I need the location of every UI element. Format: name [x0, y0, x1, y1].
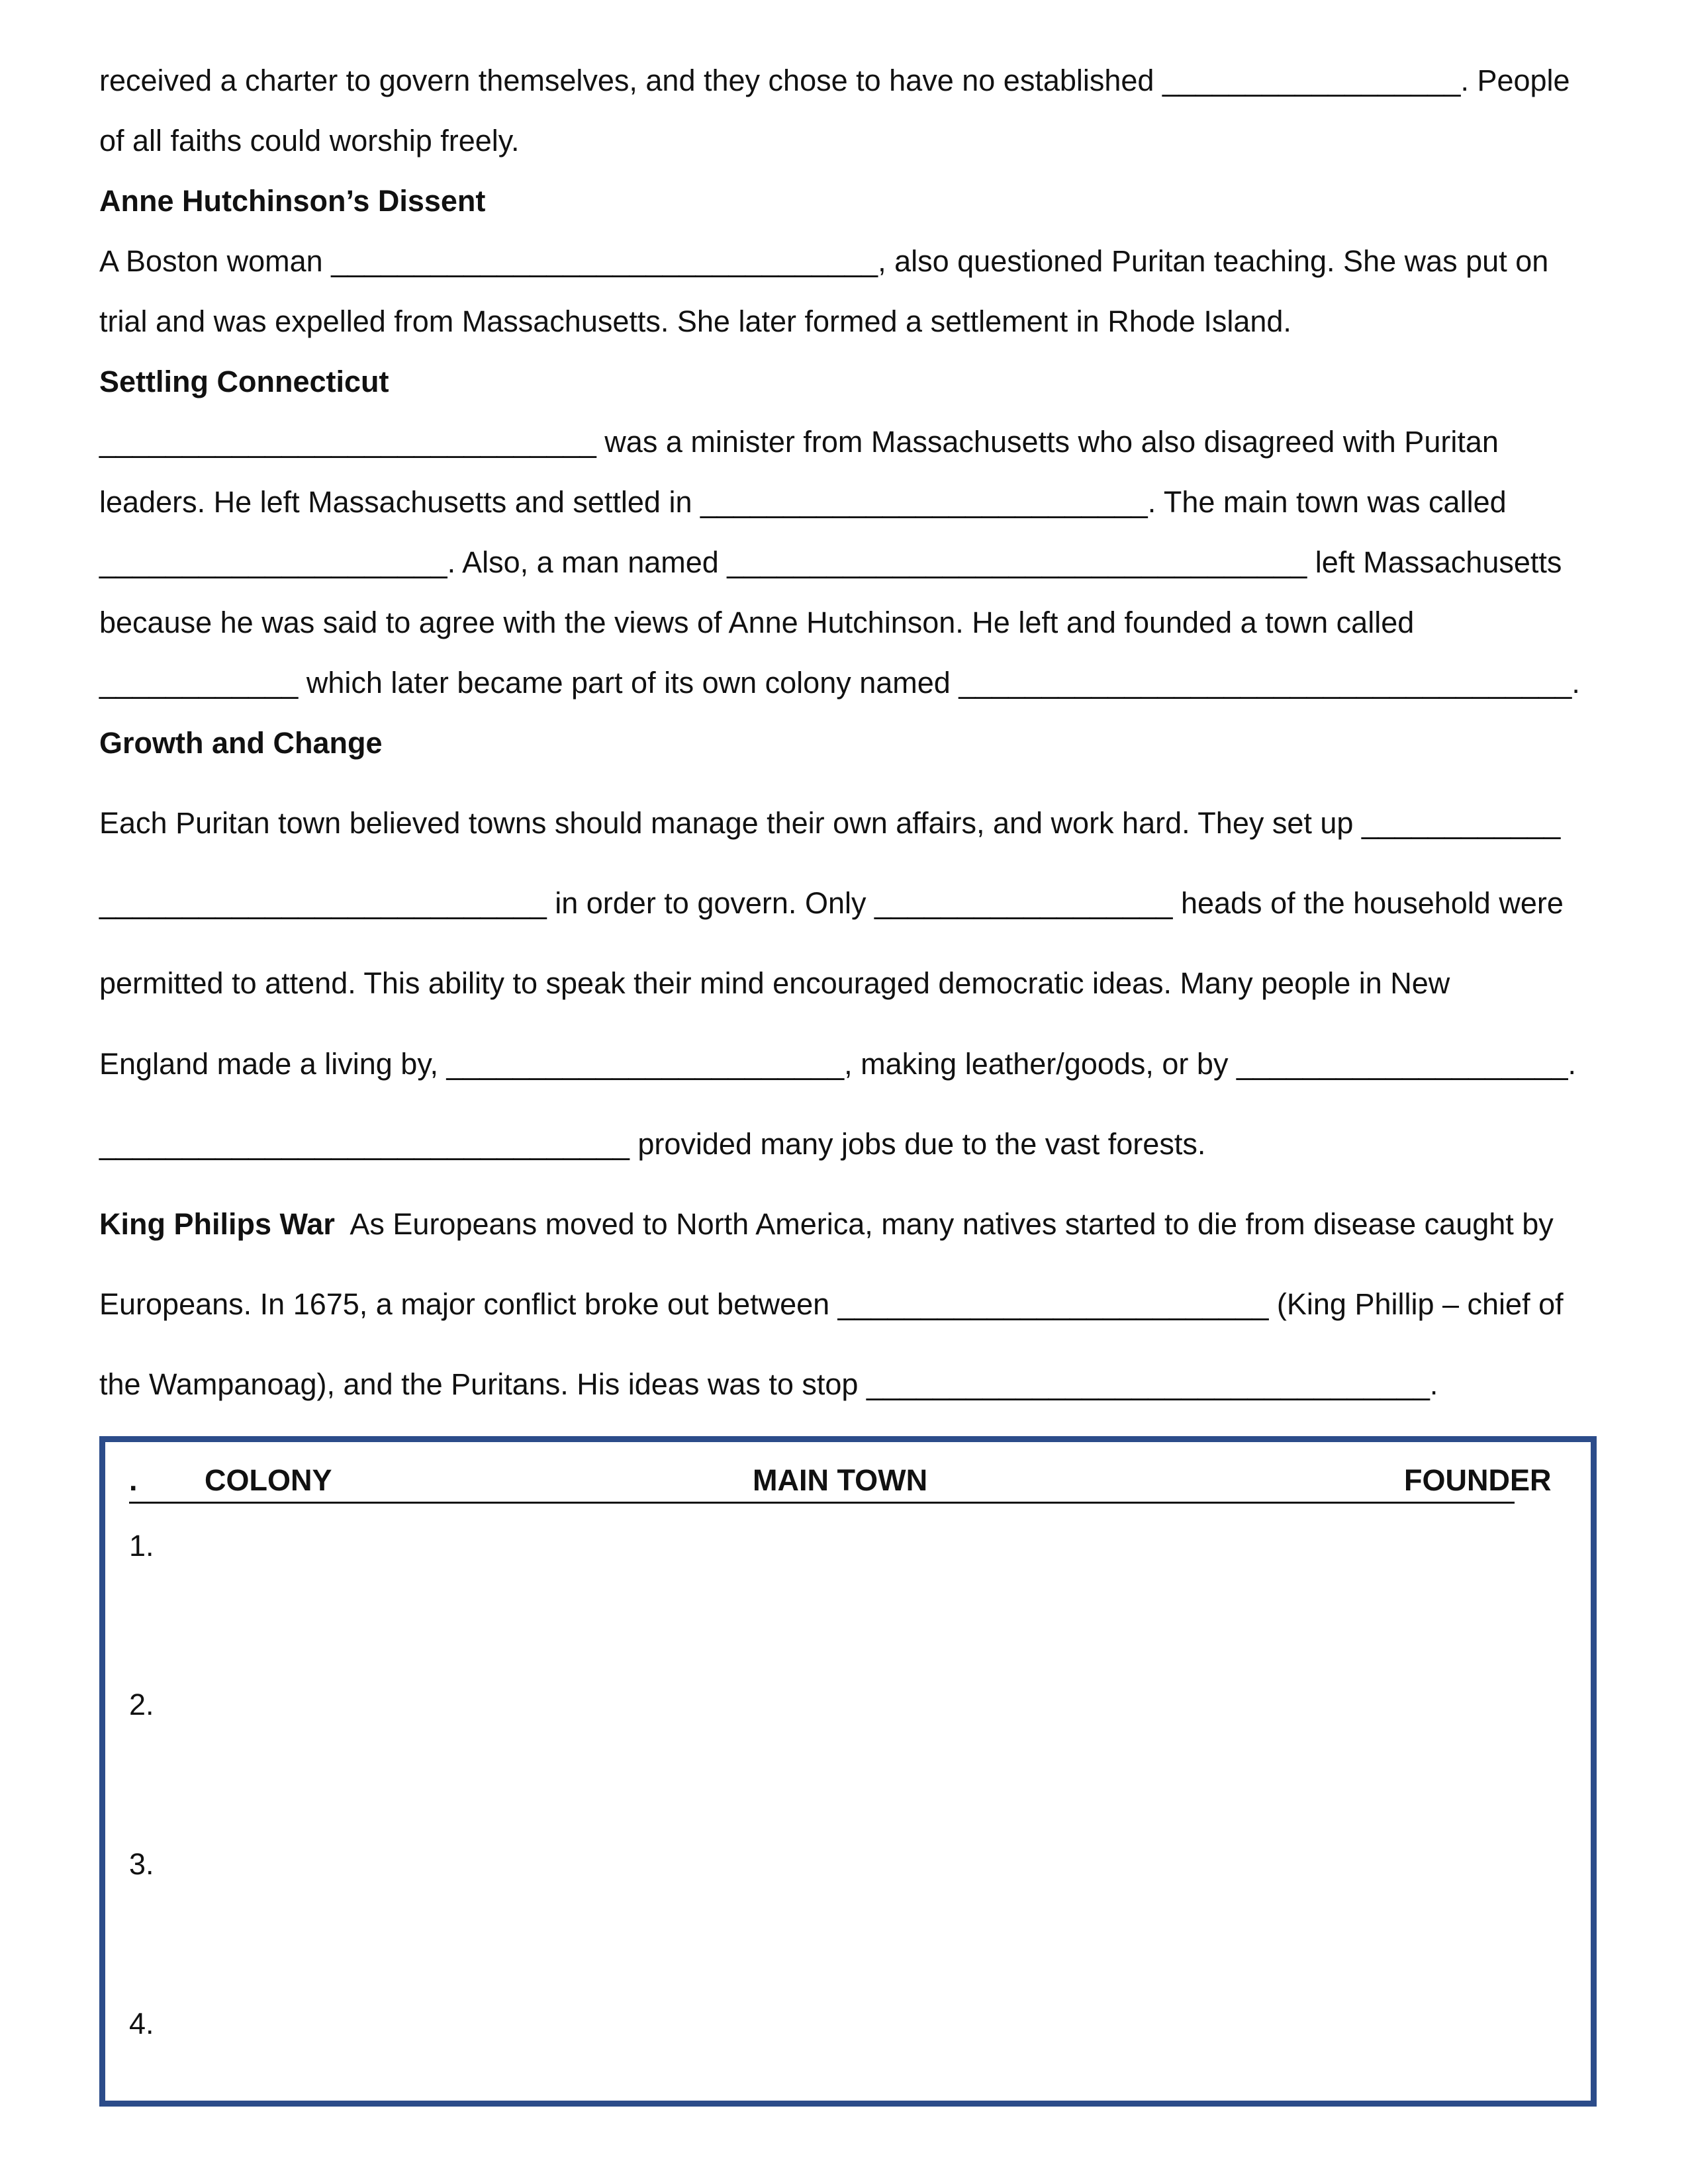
header-dot: . [129, 1463, 138, 1497]
text-line-3: A Boston woman _________________________________, also questioned Puritan teaching. She was put on [99, 244, 1549, 278]
text-line-15: As Europeans moved to North America, many natives started to die from disease caught by [350, 1207, 1554, 1241]
text-line-9: ____________ which later became part of its own colony named _____________________________________. [99, 666, 1580, 700]
text-line-8: because he was said to agree with the views of Anne Hutchinson. He left and founded a town called [99, 606, 1415, 639]
section-heading-connecticut: Settling Connecticut [99, 365, 389, 398]
text-line-6: leaders. He left Massachusetts and settled in ___________________________. The main town was called [99, 485, 1507, 519]
header-founder: FOUNDER [1404, 1463, 1552, 1497]
table-row-number-1: 1. [129, 1529, 154, 1563]
text-line-2: of all faiths could worship freely. [99, 124, 520, 158]
text-line-16: Europeans. In 1675, a major conflict broke out between __________________________ (King Phillip – chief of [99, 1287, 1564, 1321]
text-line-7: _____________________. Also, a man named ___________________________________ left Massachusetts [99, 545, 1562, 579]
table-row-number-2: 2. [129, 1688, 154, 1721]
section-heading-king-philip: King Philips War [99, 1207, 335, 1241]
text-line-10: Each Puritan town believed towns should manage their own affairs, and work hard. They set up ____________ [99, 806, 1561, 840]
king-philip-paragraph-line [99, 1205, 1554, 1244]
table-row-number-3: 3. [129, 1847, 154, 1881]
header-main-town: MAIN TOWN [753, 1463, 928, 1497]
section-heading-growth: Growth and Change [99, 726, 383, 760]
text-line-14: ________________________________ provided many jobs due to the vast forests. [99, 1127, 1206, 1161]
text-line-4: trial and was expelled from Massachusetts. She later formed a settlement in Rhode Island. [99, 304, 1291, 338]
text-line-11: ___________________________ in order to govern. Only __________________ heads of the household were [99, 886, 1564, 920]
header-colony: COLONY [205, 1463, 332, 1497]
text-line-13: England made a living by, ________________________, making leather/goods, or by ____________________. [99, 1047, 1576, 1081]
text-line-12: permitted to attend. This ability to speak their mind encouraged democratic ideas. Many people in New [99, 966, 1450, 1000]
text-line-5: ______________________________ was a minister from Massachusetts who also disagreed with Puritan [99, 425, 1499, 459]
table-row-number-4: 4. [129, 2007, 154, 2040]
colony-table-header [129, 1458, 1552, 1504]
section-heading-hutchinson: Anne Hutchinson’s Dissent [99, 184, 486, 218]
text-line-1: received a charter to govern themselves, and they chose to have no established __________________. People [99, 64, 1570, 97]
text-line-17: the Wampanoag), and the Puritans. His ideas was to stop __________________________________. [99, 1367, 1438, 1401]
colony-table-box [99, 1436, 1597, 2107]
